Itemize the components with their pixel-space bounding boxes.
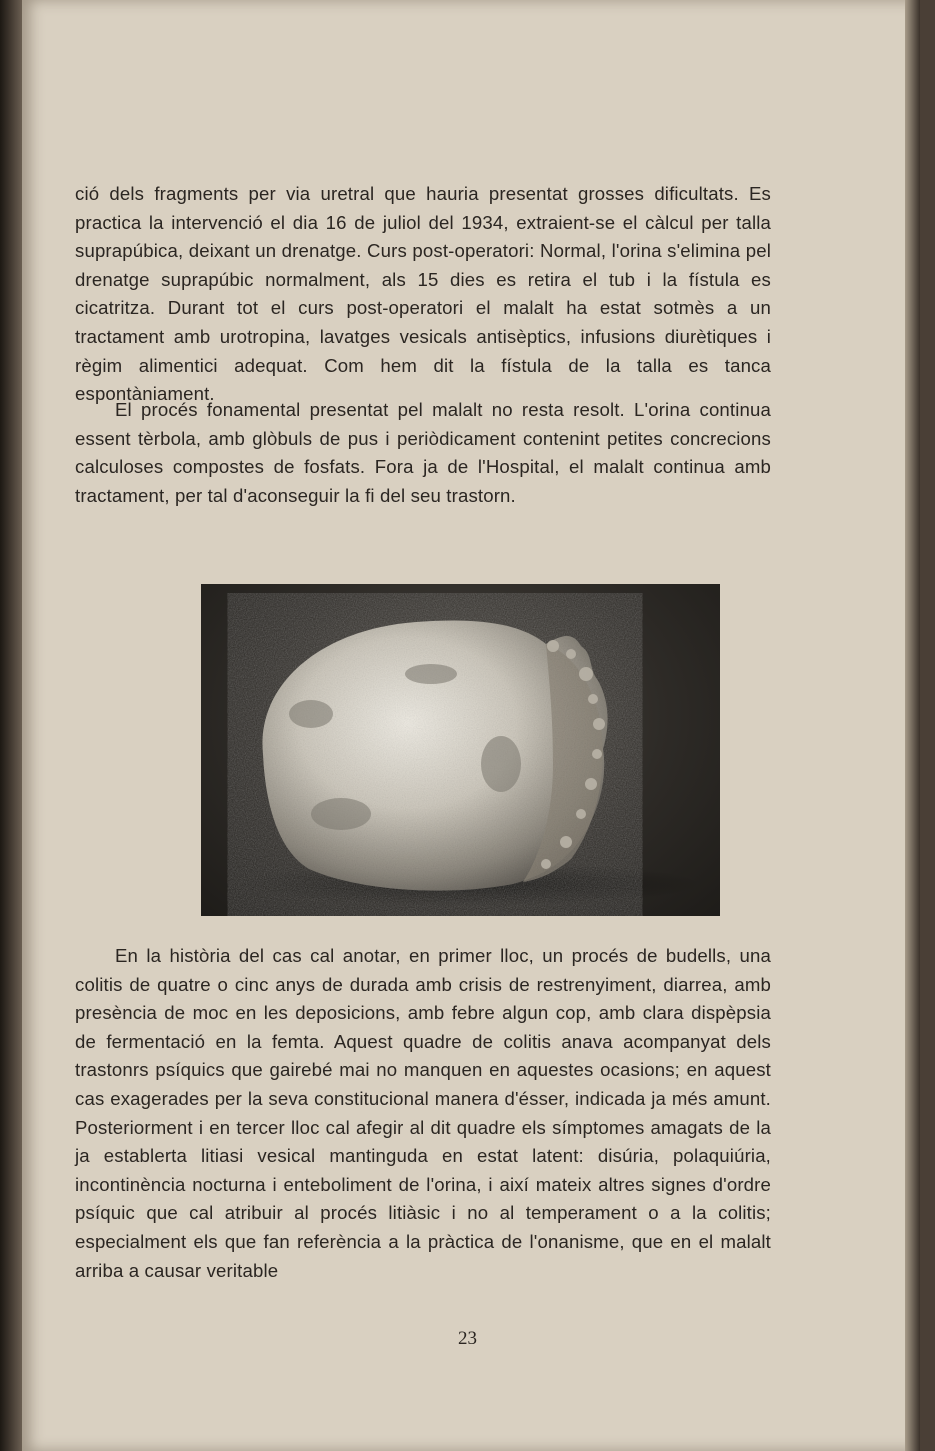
calculus-photograph: [201, 584, 720, 916]
paragraph-2: El procés fonamental presentat pel malalt no resta resolt. L'orina continua essent tèrbola, amb glòbuls de pus i periòdicament contenint petites concrecions calculoses compostes de fosfats. Fora ja de l'Hospital, el malalt continua amb tractament, per tal d'aconseguir la fi del seu trastorn.: [75, 399, 771, 506]
page-edge-shadow: [905, 0, 920, 1451]
page-number: 23: [458, 1328, 477, 1349]
paragraph-3: En la història del cas cal anotar, en primer lloc, un procés de budells, una colitis de quatre o cinc anys de durada amb crisis de restrenyiment, diarrea, amb presència de moc en les deposicions, amb febre algun cop, amb clara dispèpsia de fermentació en la femta. Aquest quadre de colitis anava acompanyat dels trastonrs psíquics que gairebé mai no manquen en aquestes ocasions; en aquest cas exagerades per la seva constitucional manera d'ésser, indicada ja més amunt. Posteriorment i en tercer lloc cal afegir al dit quadre els símptomes amagats de la ja establerta litiasi vesical mantinguda en estat latent: disúria, polaquiúria, incontinència nocturna i enteboliment de l'orina, i així mateix altres signes d'ordre psíquic que cal atribuir al procés litiàsic i no al temperament o a la colitis; especialment els que fan referència a la pràctica de l'onanisme, que en el malalt arriba a causar veritable: [75, 945, 771, 1281]
paragraph-1: ció dels fragments per via uretral que hauria presentat grosses dificultats. Es practica la intervenció el dia 16 de juliol del 1934, extraient-se el càlcul per talla suprapúbica, deixant un drenatge. Curs post-operatori: Normal, l'orina s'elimina pel drenatge suprapúbic normalment, als 15 dies es retira el tub i la fístula es cicatritza. Durant tot el curs post-operatori el malalt ha estat sotmès a un tractament amb urotropina, lavatges vesicals antisèptics, infusions diurètiques i règim alimentici adequat. Com hem dit la fístula de la talla es tanca espontàniament.: [75, 183, 771, 405]
book-spine: [0, 0, 22, 1451]
